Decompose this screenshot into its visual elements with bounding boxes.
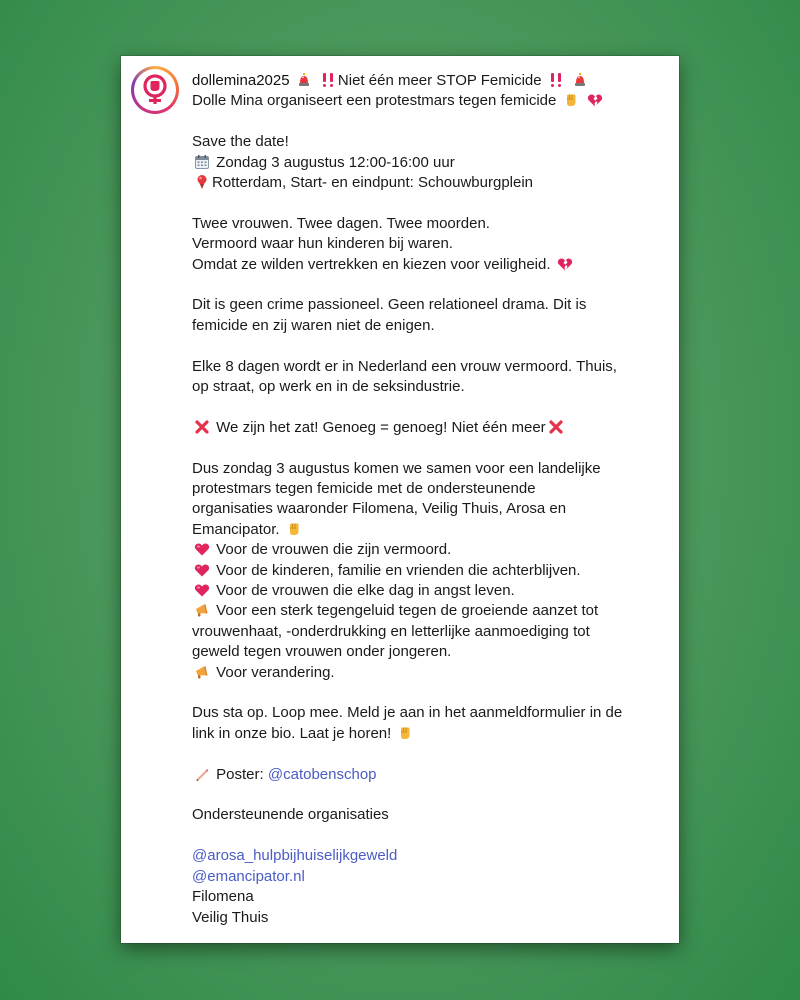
broken-heart-icon — [557, 256, 573, 272]
post-caption — [192, 71, 657, 928]
caption-header-line — [192, 71, 657, 91]
paragraph-line: Dus zondag 3 augustus komen we samen voor een landelijke — [192, 459, 601, 477]
paragraph-text: Emancipator. — [192, 520, 280, 538]
location-text: Rotterdam, Start- en eindpunt: Schouwburgplein — [212, 174, 534, 192]
pencil-icon — [194, 766, 210, 782]
save-the-date: Save the date! — [192, 133, 289, 151]
paragraph-line: Elke 8 dagen wordt er in Nederland een vrouw vermoord. Thuis, — [192, 357, 617, 375]
bullet-text: Voor de vrouwen die zijn vermoord. — [216, 541, 452, 559]
cross-mark-icon — [194, 419, 210, 435]
poster-label: Poster: — [216, 765, 264, 783]
paragraph-line: organisaties waaronder Filomena, Veilig Thuis, Arosa en — [192, 500, 567, 518]
bullet-line: geweld tegen vrouwen onder jongeren. — [192, 643, 452, 661]
megaphone-icon — [194, 602, 210, 618]
date-line — [192, 153, 657, 173]
raised-fist-icon — [286, 521, 302, 537]
paragraph-text: link in onze bio. Laat je horen! — [192, 724, 392, 742]
bullet-line — [192, 581, 657, 601]
calendar-icon — [194, 154, 210, 170]
paragraph-line — [192, 724, 657, 744]
poster-credit-line — [192, 765, 657, 785]
avatar[interactable] — [131, 66, 179, 114]
bullet-line — [192, 663, 657, 683]
date-text: Zondag 3 augustus 12:00-16:00 uur — [216, 153, 455, 171]
bullet-line: vrouwenhaat, -onderdrukking en letterlijke aanmoediging tot — [192, 622, 590, 640]
cross-mark-icon — [548, 419, 564, 435]
bullet-text: Voor de vrouwen die elke dag in angst leven. — [216, 582, 515, 600]
police-light-icon — [572, 72, 588, 88]
police-light-icon — [296, 72, 312, 88]
raised-fist-icon — [397, 725, 413, 741]
paragraph-line: Vermoord waar hun kinderen bij waren. — [192, 235, 453, 253]
paragraph-line: Dit is geen crime passioneel. Geen relationeel drama. Dit is — [192, 296, 587, 314]
heart-icon — [194, 582, 210, 598]
bullet-text: Voor de kinderen, familie en vrienden die achterblijven. — [216, 561, 581, 579]
bullet-text: Voor verandering. — [216, 663, 335, 681]
username-link[interactable]: dollemina2025 — [192, 72, 290, 89]
intro-line — [192, 91, 657, 111]
double-exclamation-icon — [548, 72, 564, 88]
paragraph-line — [192, 520, 657, 540]
paragraph-line: protestmars tegen femicide met de ondersteunende — [192, 480, 536, 498]
avatar-logo — [134, 69, 176, 111]
org-emancipator-link[interactable]: @emancipator.nl — [192, 867, 305, 885]
instagram-post-card — [121, 56, 679, 943]
megaphone-icon — [194, 664, 210, 680]
broken-heart-icon — [587, 92, 603, 108]
paragraph-text: Omdat ze wilden vertrekken en kiezen voor veiligheid. — [192, 255, 551, 273]
poster-handle-link[interactable]: @catobenschop — [267, 765, 377, 783]
paragraph-line — [192, 255, 657, 275]
heart-icon — [194, 562, 210, 578]
location-line — [192, 173, 657, 193]
bullet-text: Voor een sterk tegengeluid tegen de groeiende aanzet tot — [216, 602, 599, 620]
slogan-line — [192, 418, 657, 438]
paragraph-line: femicide en zij waren niet de enigen. — [192, 316, 435, 334]
paragraph-line: Twee vrouwen. Twee dagen. Twee moorden. — [192, 214, 490, 232]
heart-icon — [194, 541, 210, 557]
bullet-line — [192, 540, 657, 560]
pushpin-icon — [194, 174, 210, 190]
bullet-line — [192, 561, 657, 581]
raised-fist-venus-logo-icon — [138, 73, 172, 107]
org-filomena: Filomena — [192, 888, 254, 906]
paragraph-line: op straat, op werk en in de seksindustrie. — [192, 378, 465, 396]
headline-text: Niet één meer STOP Femicide — [337, 72, 542, 89]
bullet-line — [192, 601, 657, 621]
intro-text: Dolle Mina organiseert een protestmars tegen femicide — [192, 92, 557, 110]
paragraph-line: Dus sta op. Loop mee. Meld je aan in het aanmeldformulier in de — [192, 704, 623, 722]
orgs-title: Ondersteunende organisaties — [192, 806, 389, 824]
org-veilig-thuis: Veilig Thuis — [192, 908, 269, 926]
raised-fist-icon — [563, 92, 579, 108]
slogan-text: We zijn het zat! Genoeg = genoeg! Niet één meer — [216, 418, 546, 436]
double-exclamation-icon — [320, 72, 336, 88]
org-arosa-link[interactable]: @arosa_hulpbijhuiselijkgeweld — [192, 847, 398, 865]
